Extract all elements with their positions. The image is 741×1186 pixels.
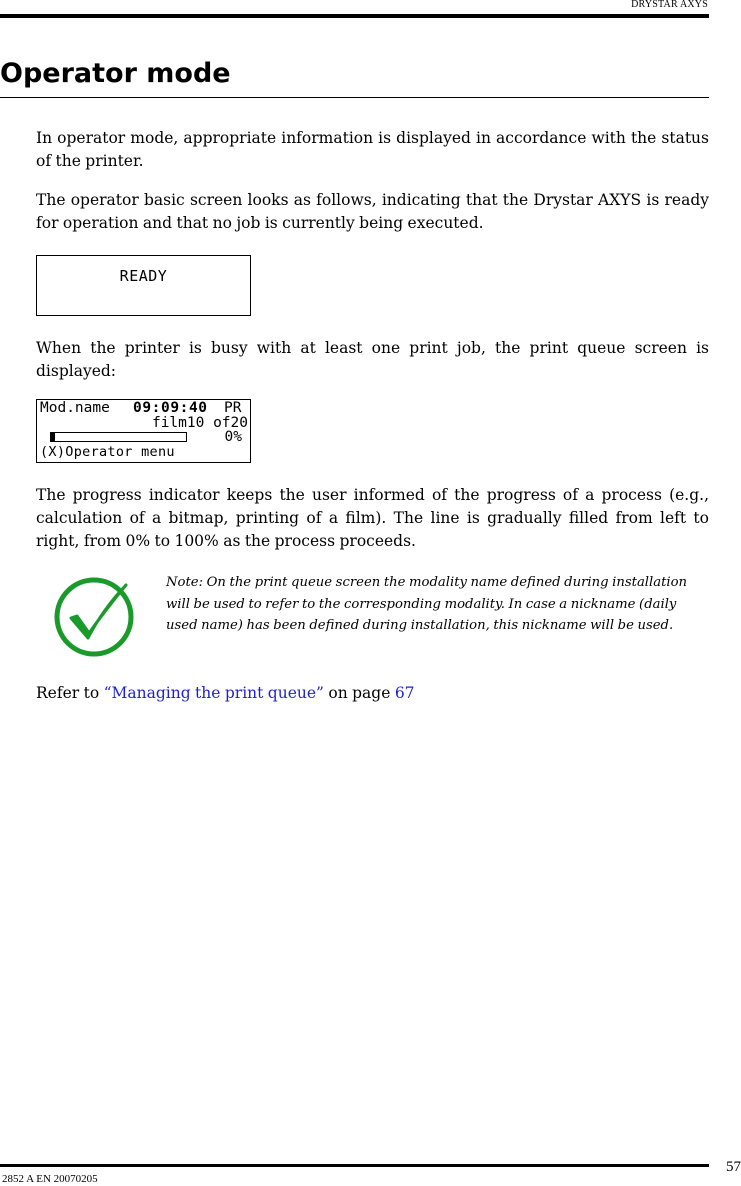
footer-rule (0, 1164, 709, 1167)
reference-prefix: Refer to (36, 684, 104, 702)
document-code: 2852 A EN 20070205 (2, 1173, 98, 1185)
page-67-link[interactable]: 67 (394, 684, 415, 702)
reference-line (36, 682, 415, 705)
lcd-film-count: film10 of20 (151, 415, 248, 431)
intro-paragraph: In operator mode, appropriate information is displayed in accordance with the status of the printer. (36, 129, 709, 170)
basic-screen-paragraph: The operator basic screen looks as follows, indicating that the Drystar AXYS is ready for operation and that no job is currently being executed. (36, 191, 709, 232)
lcd-progress-percent: 0% (224, 429, 242, 445)
checkmark-icon (53, 575, 135, 659)
lcd-operator-menu-hint: (X)Operator menu (40, 444, 175, 460)
print-queue-paragraph: When the printer is busy with at least one print job, the print queue screen is displayed: (36, 339, 709, 380)
header-product-name: DRYSTAR AXYS (631, 0, 708, 10)
progress-fill (51, 433, 55, 441)
managing-print-queue-link[interactable]: “Managing the print queue” (103, 684, 324, 702)
lcd-status: PR (224, 400, 242, 416)
section-title: Operator mode (0, 58, 231, 89)
lcd-print-queue-screen (36, 399, 251, 463)
progress-indicator (50, 432, 187, 442)
title-rule (0, 97, 709, 98)
page-number: 57 (726, 1159, 741, 1175)
lcd-time: 09:09:40 (133, 400, 208, 416)
progress-indicator-paragraph: The progress indicator keeps the user informed of the progress of a process (e.g., calculation of a bitmap, printing of a film). The line is gradually filled from left to right, from 0% to 100% as the process proceeds. (36, 486, 709, 550)
reference-middle: on page (323, 684, 395, 702)
lcd-ready-screen (36, 255, 251, 316)
lcd-modality-name: Mod.name (40, 400, 110, 416)
note-text: Note: On the print queue screen the modality name defined during installation will be used to refer to the corresponding modality. In case a nickname (daily used name) has been defined during installation, this nickname will be used. (166, 575, 688, 633)
lcd-ready-text: READY (119, 267, 168, 285)
header-rule (0, 14, 709, 18)
